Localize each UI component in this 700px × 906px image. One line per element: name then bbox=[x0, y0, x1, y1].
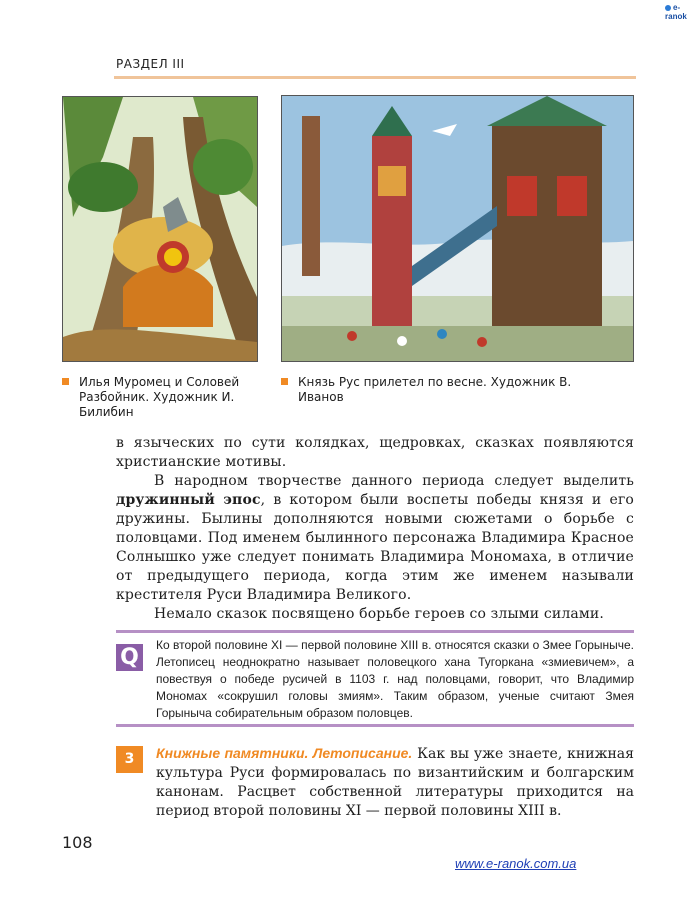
section-3-heading: Книжные памятники. Летописание. bbox=[156, 745, 413, 761]
caption-ilya-muromets bbox=[62, 375, 262, 420]
section-number-badge: 3 bbox=[116, 746, 143, 773]
illustration-ilya-muromets bbox=[62, 96, 258, 362]
body-text bbox=[116, 434, 634, 624]
header-divider bbox=[114, 76, 636, 79]
paragraph-2 bbox=[116, 472, 634, 605]
callout-bottom-rule bbox=[116, 724, 634, 727]
caption-bullet-icon bbox=[62, 378, 69, 385]
caption-text: Илья Муромец и Соловей Разбойник. Художник И. Билибин bbox=[79, 375, 240, 419]
illustration-ilya-muromets-art bbox=[63, 97, 257, 361]
illustration-prince-rus-art bbox=[282, 96, 633, 361]
section-label: РАЗДЕЛ III bbox=[116, 57, 185, 71]
question-icon: Q bbox=[116, 644, 143, 671]
caption-text: Князь Рус прилетел по весне. Художник В. Иванов bbox=[298, 375, 572, 404]
paragraph-2-rest: , в котором были воспеты победы князя и его дружины. Былины дополняются новыми сюжетами о борьбе с половцами. Под именем былинного персонажа Владимира Красное Солнышко уже следует понимать Владимира Мономаха, в отличие от предыдущего периода, когда этим же именем называли крестителя Руси Владимира Великого. bbox=[116, 492, 635, 603]
paragraph-1: в языческих по сути колядках, щедровках, сказках появляются христианские мотивы. bbox=[116, 435, 634, 470]
paragraph-3: Немало сказок посвящено борьбе героев со злыми силами. bbox=[154, 606, 605, 622]
illustration-prince-rus bbox=[281, 95, 634, 362]
info-callout bbox=[116, 630, 634, 727]
section-3 bbox=[116, 744, 634, 821]
website-link[interactable]: www.e-ranok.com.ua bbox=[455, 856, 577, 871]
logo-icon bbox=[665, 5, 671, 11]
section-3-text: Как вы уже знаете, книжная культура Руси формировалась по византийским и болгарским канонам. Расцвет собственной литературы приходится на период второй половины XI — первой половины XIII в. bbox=[156, 746, 634, 819]
callout-text: Ко второй половине XI — первой половине XIII в. относятся сказки о Змее Горыныче. Летописец неоднократно называет половецкого хана Тугоркана «змиевичем», а повествуя о победе русичей в 1103 г. над половцами, говорит, что Владимир Мономах «сокрушил головы змиям». Таким образом, ученые считают Змея Горыныча собирательным образом половцев. bbox=[156, 638, 634, 720]
section-3-paragraph bbox=[156, 744, 634, 821]
term-druzhinny-epos: дружинный эпос bbox=[116, 492, 261, 508]
page-number: 108 bbox=[62, 833, 93, 852]
paragraph-2-start: В народном творчестве данного периода следует выделить bbox=[154, 473, 634, 489]
callout-top-rule bbox=[116, 630, 634, 633]
caption-bullet-icon bbox=[281, 378, 288, 385]
logo-text: e-ranok bbox=[665, 3, 687, 21]
caption-prince-rus bbox=[281, 375, 581, 405]
publisher-logo bbox=[665, 3, 700, 21]
